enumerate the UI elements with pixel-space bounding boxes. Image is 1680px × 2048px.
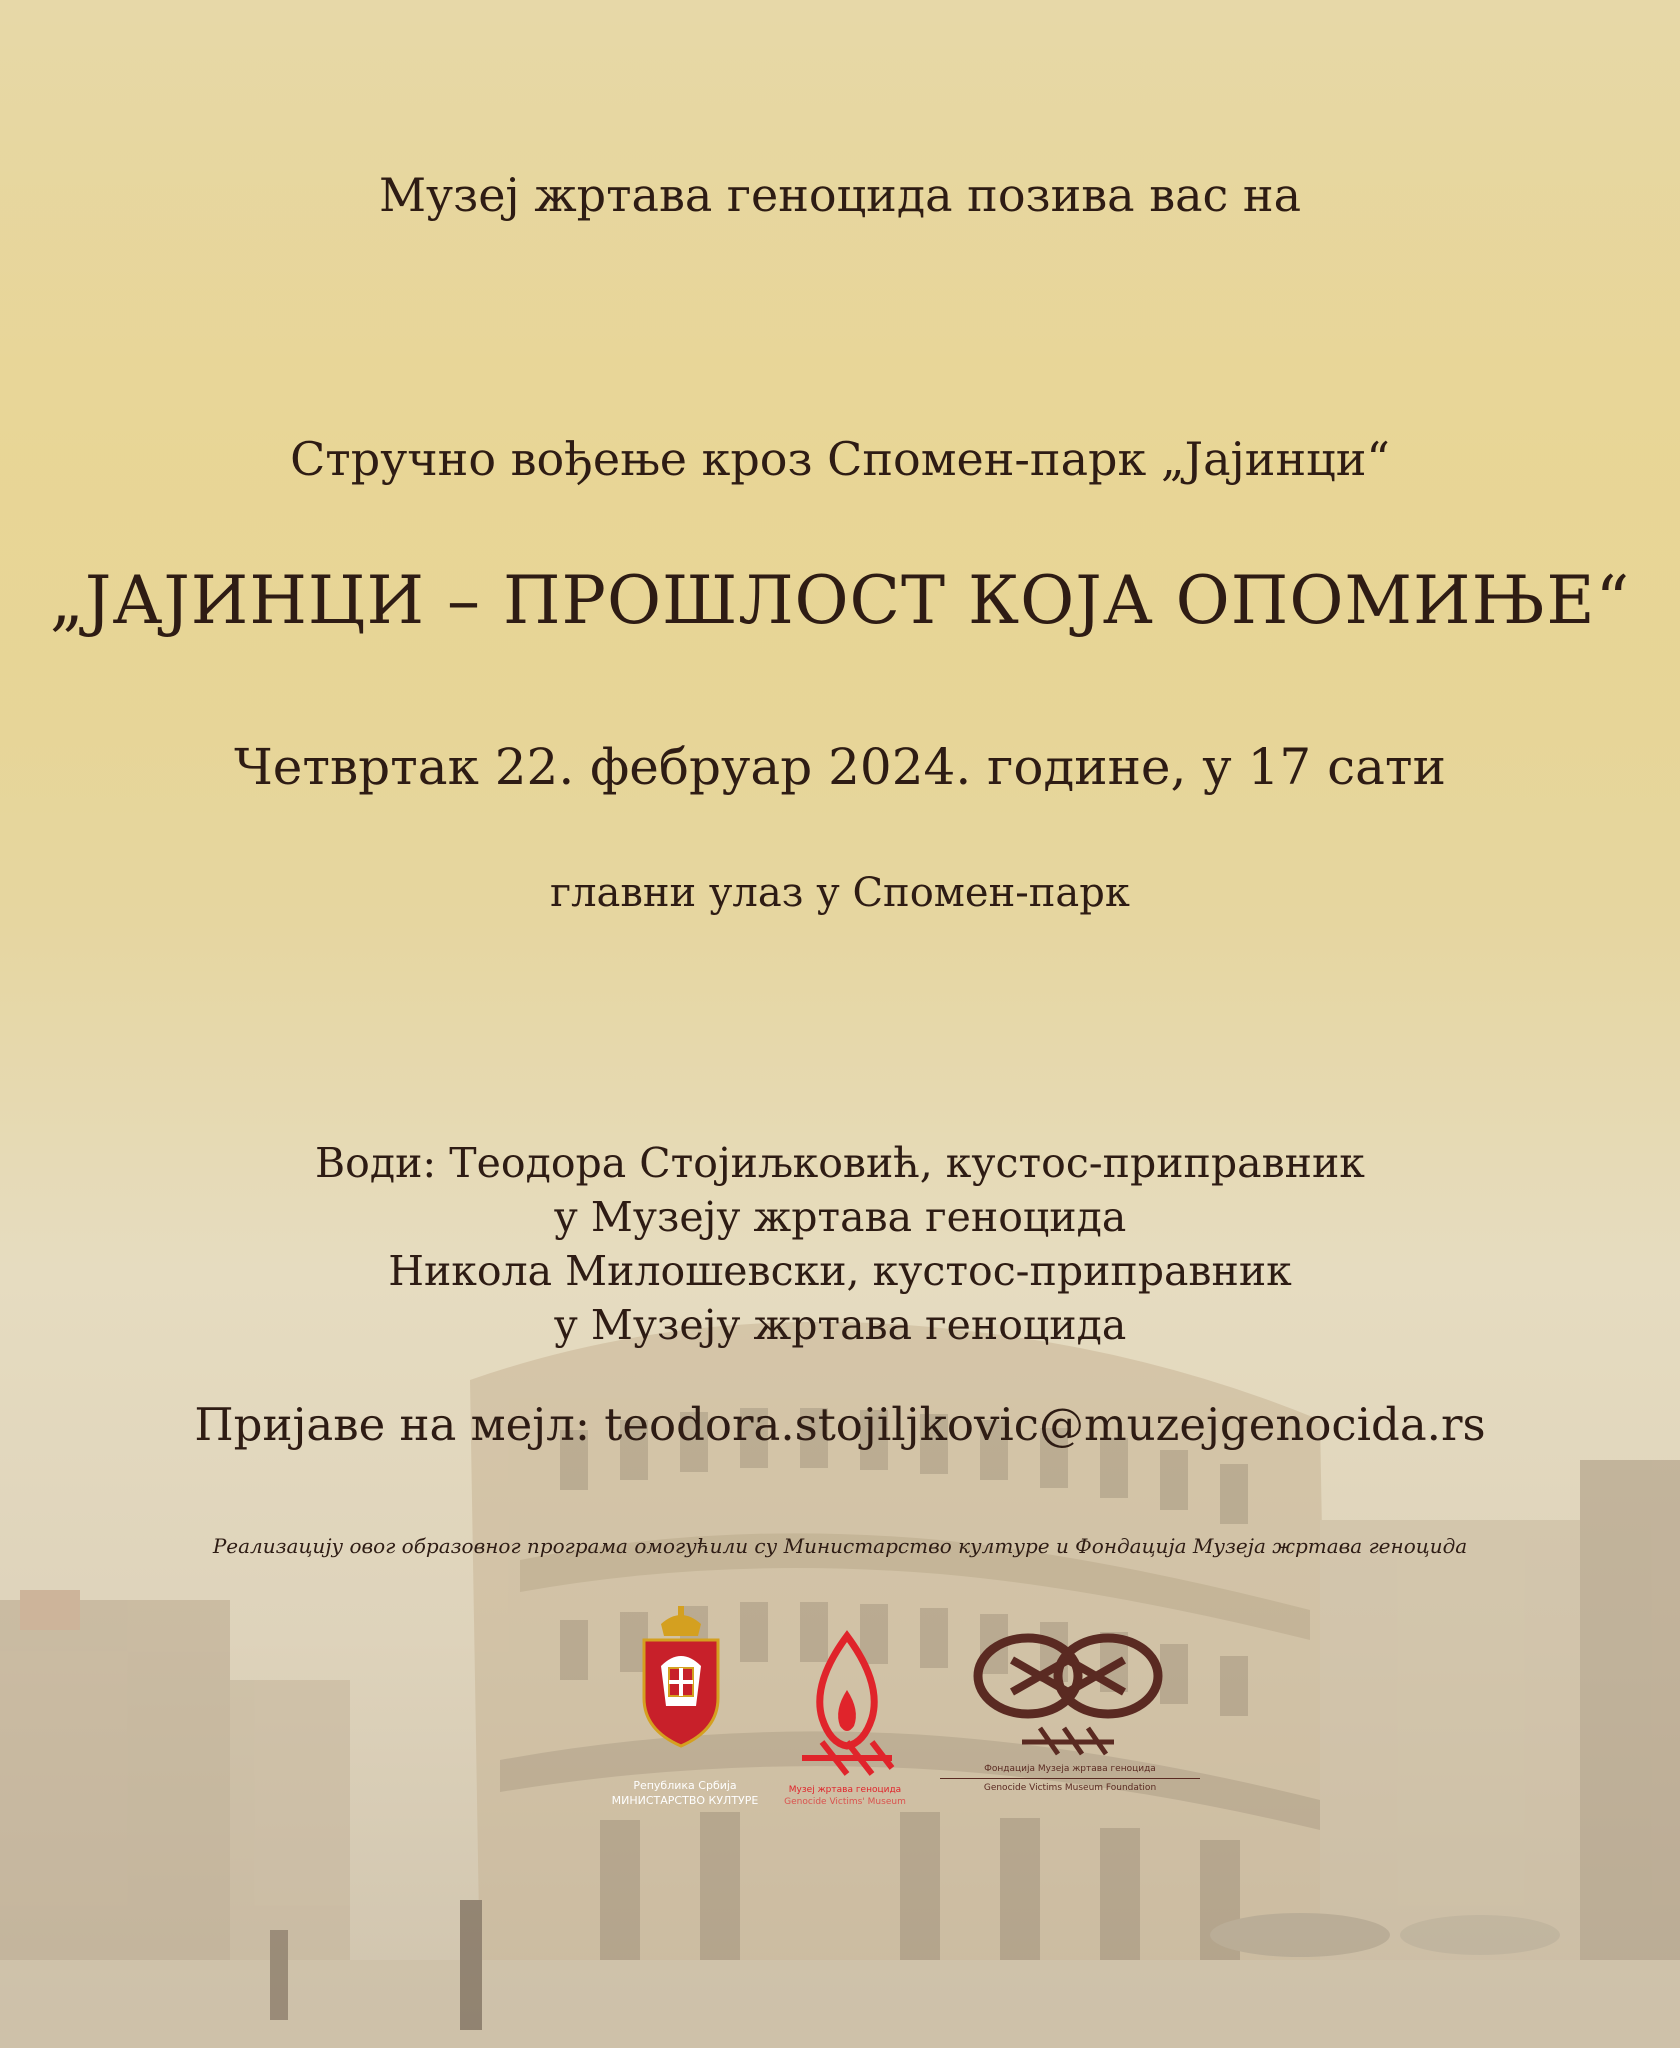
foundation-logo-line2: Genocide Victims Museum Foundation bbox=[983, 1783, 1157, 1793]
foundation-knot-logo-icon bbox=[972, 1630, 1164, 1760]
guides-block bbox=[0, 1136, 1680, 1352]
guide-line: у Музеју жртава геноцида bbox=[553, 1193, 1127, 1241]
credits-note: Реализацију овог образовног програма омогућили су Министарство културе и Фондација Музеја жртава геноцида bbox=[212, 1534, 1468, 1558]
ministry-logo-line1: Република Србија bbox=[633, 1779, 737, 1792]
event-location: главни улаз у Спомен-парк bbox=[550, 870, 1130, 916]
guide-line: Никола Милошевски, кустос-приправник bbox=[388, 1247, 1292, 1295]
museum-logo-line1: Музеј жртава геноцида bbox=[788, 1785, 902, 1795]
guide-line: у Музеју жртава геноцида bbox=[553, 1301, 1127, 1349]
museum-logo-line2: Genocide Victims' Museum bbox=[784, 1797, 906, 1807]
event-date: Четвртак 22. фебруар 2024. године, у 17 сати bbox=[234, 738, 1446, 796]
guide-line: Води: Теодора Стојиљковић, кустос-приправник bbox=[315, 1139, 1365, 1187]
foundation-logo-line1: Фондација Музеја жртава геноцида bbox=[940, 1760, 1200, 1779]
event-subtitle: Стручно вођење кроз Спомен-парк „Јајинци“ bbox=[290, 432, 1390, 486]
serbia-coat-of-arms-icon bbox=[636, 1606, 726, 1766]
signup-email: Пријаве на мејл: teodora.stojiljkovic@muzejgenocida.rs bbox=[194, 1398, 1486, 1451]
museum-flame-logo-icon bbox=[792, 1628, 902, 1778]
invitation-line: Музеј жртава геноцида позива вас на bbox=[378, 168, 1302, 222]
event-title: „ЈАЈИНЦИ – ПРОШЛОСТ КОЈА ОПОМИЊЕ“ bbox=[49, 562, 1631, 639]
ministry-logo-line2: МИНИСТАРСТВО КУЛТУРЕ bbox=[611, 1794, 759, 1807]
